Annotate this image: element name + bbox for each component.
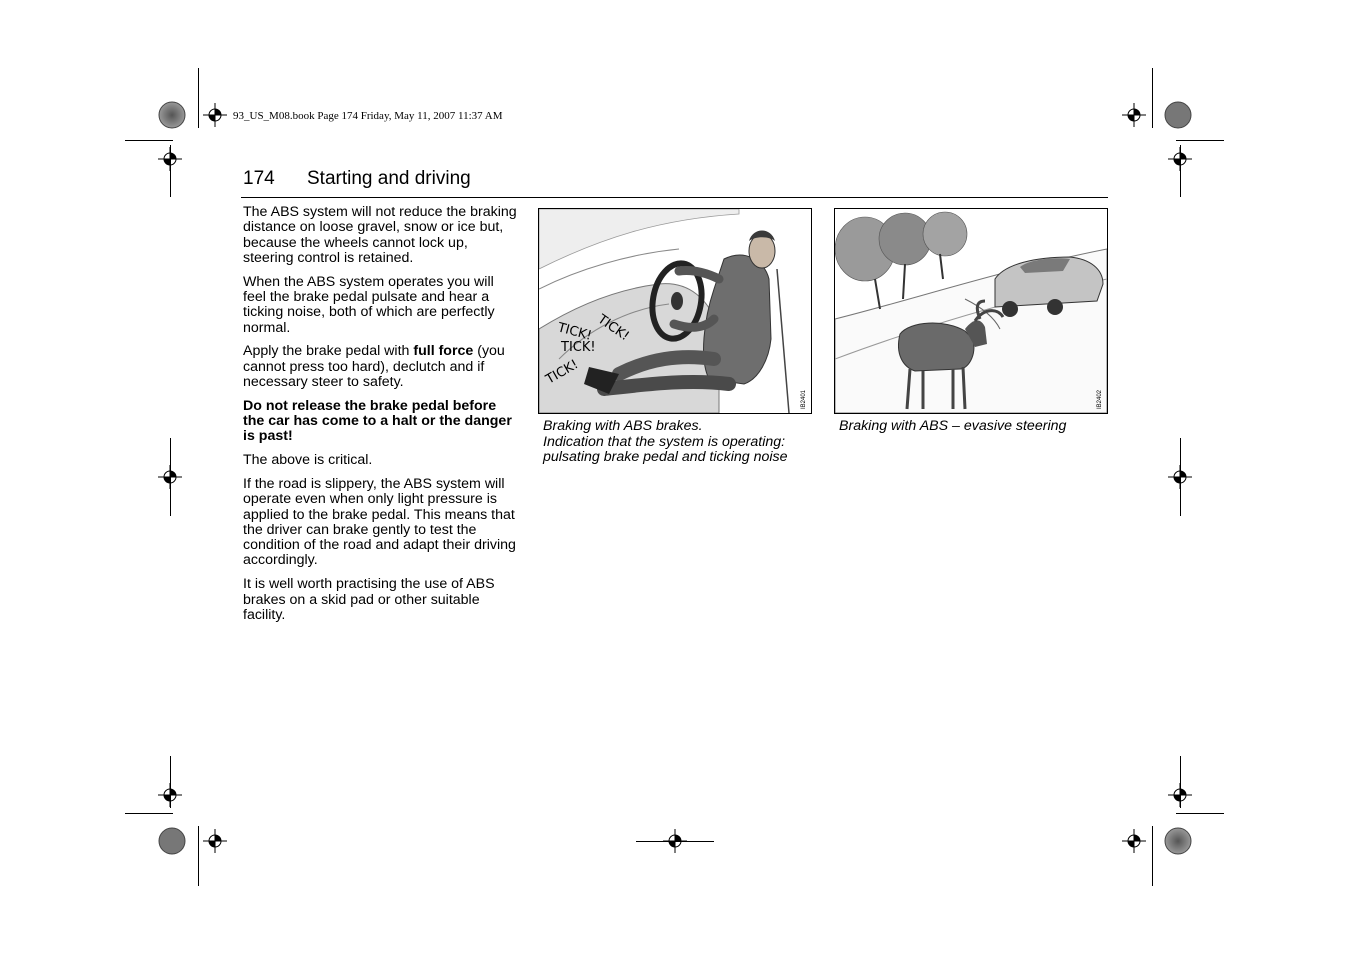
figure-evasive-steering <box>834 208 1108 414</box>
page-number: 174 <box>243 168 275 189</box>
caption-line: Indication that the system is operating: pulsating brake pedal and ticking noise <box>543 433 788 465</box>
chapter-title: Starting and driving <box>307 168 471 189</box>
caption-line: Braking with ABS brakes. <box>543 418 703 434</box>
header-rule <box>241 197 1108 198</box>
paragraph: The above is critical. <box>243 452 373 469</box>
figure-caption <box>543 419 813 466</box>
warning-text: Do not release the brake pedal before the car has come to a halt or the danger is past! <box>243 397 512 445</box>
figure-caption: Braking with ABS – evasive steering <box>839 418 1067 434</box>
text-run: (you cannot press too hard), declutch and if necessary steer to safety. <box>243 343 505 390</box>
paragraph: When the ABS system operates you will feel the brake pedal pulsate and hear a ticking noise, both of which are perfectly normal. <box>243 273 495 336</box>
emphasis: full force <box>413 343 474 360</box>
body-text <box>243 205 519 632</box>
figure-code: IB2401 <box>801 389 807 409</box>
figure-code: IB2402 <box>1097 389 1103 409</box>
tick-sound-label: TICK! <box>561 340 596 355</box>
tick-sound-label: TICK! <box>543 357 581 388</box>
moose-car-illustration <box>835 209 1107 413</box>
warning <box>243 399 519 445</box>
paragraph: It is well worth practising the use of ABS brakes on a skid pad or other suitable facility. <box>243 576 495 623</box>
print-header: 93_US_M08.book Page 174 Friday, May 11, 2007 11:37 AM <box>233 110 503 122</box>
text-run: Apply the brake pedal with <box>243 343 414 360</box>
tick-sound-label: TICK! <box>555 320 594 344</box>
paragraph: The ABS system will not reduce the braking distance on loose gravel, snow or ice but, because the wheels cannot lock up, steering control is retained. <box>243 204 517 266</box>
tick-sound-label: TICK! <box>594 311 632 345</box>
paragraph: If the road is slippery, the ABS system will operate even when only light pressure is applied to the brake pedal. This means that the driver can brake gently to test the condition of the road and adapt their driving accordingly. <box>243 475 516 569</box>
paragraph <box>243 344 519 390</box>
figure-abs-braking <box>538 208 812 414</box>
driver-braking-illustration <box>539 209 811 413</box>
